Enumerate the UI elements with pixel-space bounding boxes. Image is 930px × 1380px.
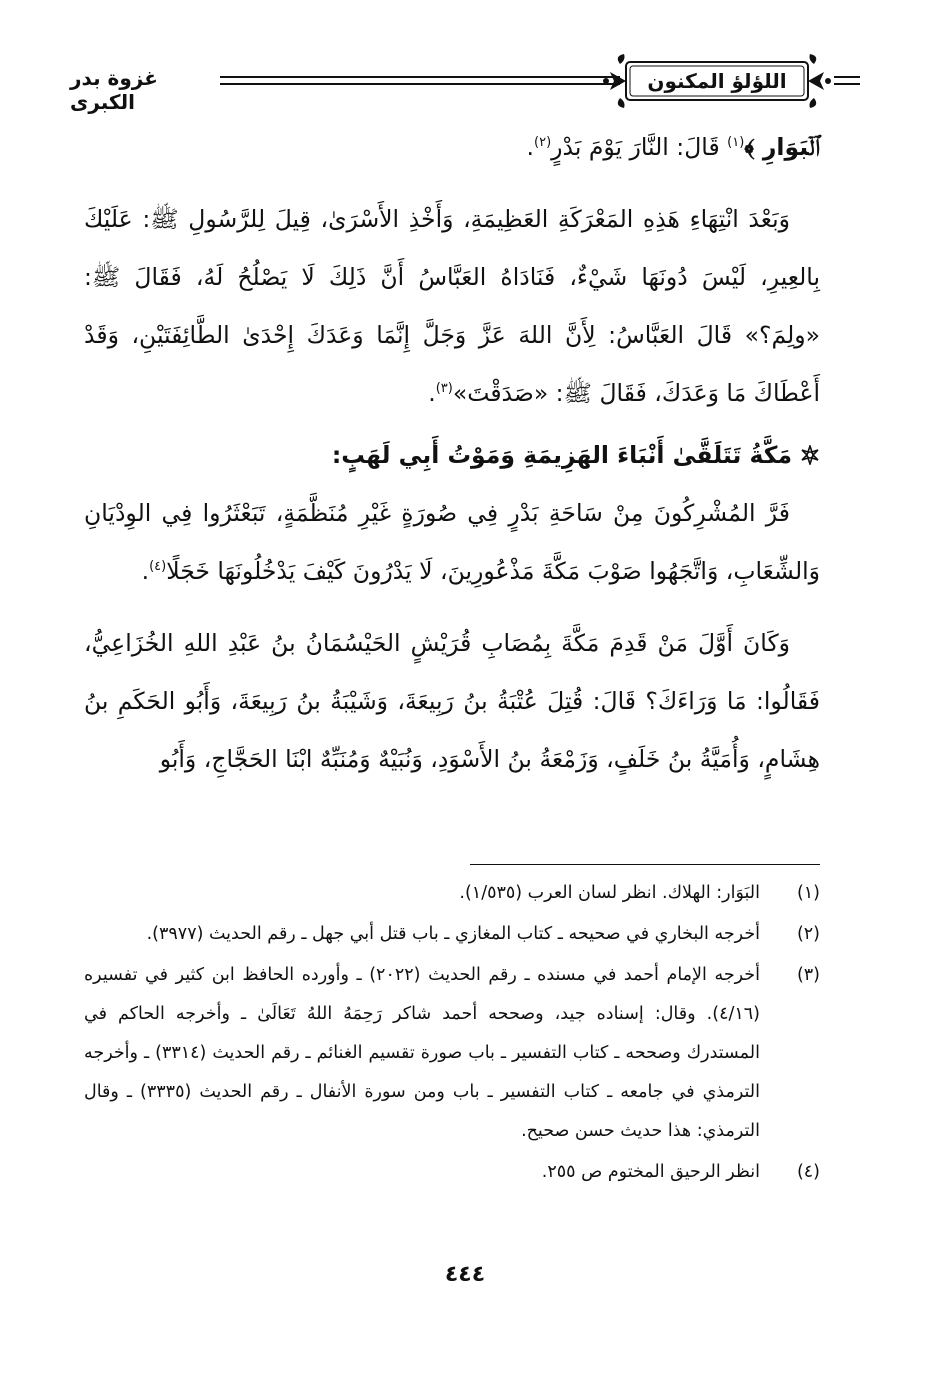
book-title-frame (602, 52, 832, 110)
header-rule-right (834, 76, 860, 85)
footnote-ref-3: (٣) (435, 381, 453, 397)
footnote-ref-2: (٢) (534, 135, 552, 151)
flower-bullet-icon (800, 445, 820, 465)
paragraph-1-text: قَالَ: النَّارَ يَوْمَ بَدْرٍ (551, 133, 728, 161)
paragraph-4-text: وَكَانَ أَوَّلَ مَنْ قَدِمَ مَكَّةَ بِمُصَابِ قُرَيْشٍ الحَيْسُمَانُ بنُ عَبْدِ اللهِ الخُزَاعِيُّ، فَقَالُوا: مَا وَرَاءَكَ؟ قَالَ: قُتِلَ عُتْبَةُ بنُ رَبِيعَةَ، وَشَيْبَةُ بنُ رَبِيعَةَ، وَأَبُو الحَكَمِ بنُ هِشَامٍ، وَأُمَيَّةُ بنُ خَلَفٍ، وَزَمْعَةُ بنُ الأَسْوَدِ، وَنُبَيْهٌ وَمُنَبِّهٌ ابْنَا الحَجَّاجِ، وَأَبُو (84, 629, 820, 773)
footnote-ref-4: (٤) (149, 559, 167, 575)
paragraph-1-end: . (526, 133, 534, 161)
footnote-number: (٢) (796, 924, 820, 944)
paragraph-2-text: وَبَعْدَ انْتِهَاءِ هَذِهِ المَعْرَكَةِ العَظِيمَةِ، وَأَخْذِ الأَسْرَىٰ، قِيلَ لِلرَّسُولِ ﷺ: عَلَيْكَ بِالعِيرِ، لَيْسَ دُونَهَا شَيْءٌ، فَنَادَاهُ العَبَّاسُ أَنَّ ذَلِكَ لَا يَصْلُحُ لَهُ، فَقَالَ ﷺ: «ولِمَ؟» قَالَ العَبَّاسُ: لِأَنَّ اللهَ عَزَّ وَجَلَّ إِنَّمَا وَعَدَكَ إِحْدَىٰ الطَّائِفَتَيْنِ، وَقَدْ أَعْطَاكَ مَا وَعَدَكَ، فَقَالَ ﷺ: «صَدَقْتَ» (84, 205, 820, 407)
subheading-text: مَكَّةُ تَتَلَقَّىٰ أَنْبَاءَ الهَزِيمَةِ وَمَوْتُ أَبِي لَهَبٍ: (331, 441, 792, 469)
section-title: غزوة بدر الكبرى (70, 66, 158, 114)
running-header (70, 52, 860, 112)
footnote-text: البَوَار: الهلاك. انظر لسان العرب (١/٥٣٥). (459, 883, 760, 903)
footnote-ref-1: (١) (727, 135, 745, 151)
footnote-text: أخرجه البخاري في صحيحه ـ كتاب المغازي ـ باب قتل أبي جهل ـ رقم الحديث (٣٩٧٧). (146, 924, 760, 944)
paragraph-3-end: . (141, 557, 150, 585)
footnote-2 (84, 915, 820, 954)
footnote-number: (٣) (796, 965, 820, 985)
footnotes (84, 874, 820, 1194)
paragraph-3-text: فَرَّ المُشْرِكُونَ مِنْ سَاحَةِ بَدْرٍ فِي صُورَةٍ غَيْرِ مُنَظَّمَةٍ، تَبَعْثَرُوا فِي الوِدْيَانِ وَالشِّعَابِ، وَاتَّجَهُوا صَوْبَ مَكَّةَ مَذْعُورِينَ، لَا يَدْرُونَ كَيْفَ يَدْخُلُونَهَا خَجَلًا (84, 499, 820, 585)
footnote-number: (١) (796, 883, 820, 903)
subheading (84, 426, 820, 484)
paragraph-2 (84, 190, 820, 422)
footnote-1 (84, 874, 820, 913)
footnote-text: أخرجه الإمام أحمد في مسنده ـ رقم الحديث (٢٠٢٢) ـ وأورده الحافظ ابن كثير في تفسيره (٤/١٦). وقال: إسناده جيد، وصححه أحمد شاكر رَحِمَهُ اللهُ تَعَالَىٰ ـ وأخرجه الحاكم في المستدرك وصححه ـ كتاب التفسير ـ باب صورة تقسيم الغنائم ـ رقم الحديث (٣٣١٤) ـ وأخرجه الترمذي في جامعه ـ كتاب التفسير ـ باب ومن سورة الأنفال ـ رقم الحديث (٣٣٣٥) ـ وقال الترمذي: هذا حديث حسن صحيح. (84, 965, 760, 1141)
paragraph-3 (84, 484, 820, 600)
paragraph-1 (84, 118, 820, 176)
page-number: ٤٤٤ (444, 1262, 486, 1287)
footnote-number: (٤) (796, 1162, 820, 1182)
footnote-4 (84, 1153, 820, 1192)
footnote-text: انظر الرحيق المختوم ص ٢٥٥. (541, 1162, 760, 1182)
book-title: اللؤلؤ المكنون (647, 69, 787, 93)
footnote-3 (84, 956, 820, 1151)
main-text (84, 118, 820, 788)
paragraph-2-end: . (428, 379, 436, 407)
footnote-separator (470, 864, 820, 865)
paragraph-4 (84, 614, 820, 788)
quran-quote: ﭐﻟۡﺒَﻮَﺍﺭِ ﴾ (744, 133, 820, 161)
header-rule-left (220, 76, 620, 85)
